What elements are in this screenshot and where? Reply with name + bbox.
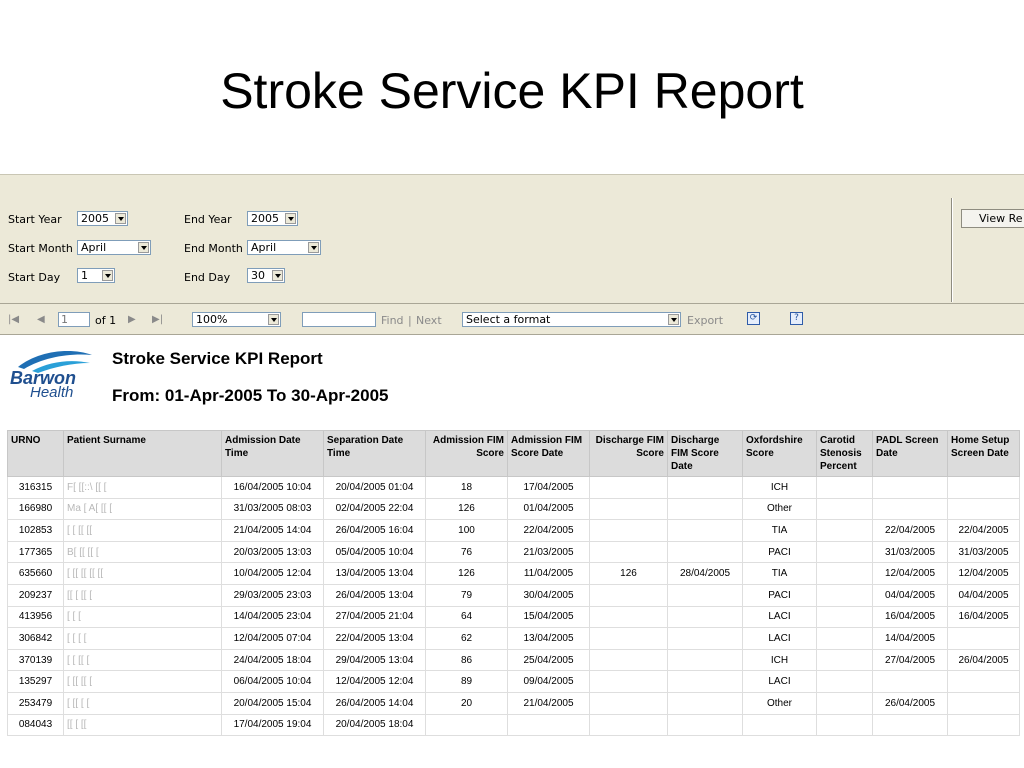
- separation-datetime-cell: 13/04/2005 13:04: [324, 563, 426, 585]
- home-setup-date-cell: [948, 628, 1020, 650]
- carotid-cell: [817, 563, 873, 585]
- surname-cell: [ [[ [ [: [64, 692, 222, 714]
- discharge-fim-cell: [590, 606, 668, 628]
- column-header: Home Setup Screen Date: [948, 431, 1020, 477]
- discharge-fim-date-cell: [668, 477, 743, 499]
- admission-fim-date-cell: 13/04/2005: [508, 628, 590, 650]
- zoom-value: 100%: [196, 313, 228, 326]
- oxfordshire-cell: [743, 714, 817, 736]
- oxfordshire-cell: TIA: [743, 520, 817, 542]
- previous-page-icon[interactable]: ◀: [37, 314, 45, 325]
- oxfordshire-cell: TIA: [743, 563, 817, 585]
- admission-fim-date-cell: 15/04/2005: [508, 606, 590, 628]
- home-setup-date-cell: [948, 498, 1020, 520]
- home-setup-date-cell: [948, 671, 1020, 693]
- surname-cell: B[ [[ [[ [: [64, 541, 222, 563]
- chevron-down-icon: [115, 213, 126, 224]
- start-day-select[interactable]: [77, 268, 115, 283]
- admission-fim-cell: 76: [426, 541, 508, 563]
- urno-cell: 253479: [8, 692, 64, 714]
- separation-datetime-cell: 20/04/2005 01:04: [324, 477, 426, 499]
- carotid-cell: [817, 628, 873, 650]
- padl-date-cell: 12/04/2005: [873, 563, 948, 585]
- admission-fim-cell: 64: [426, 606, 508, 628]
- carotid-cell: [817, 477, 873, 499]
- discharge-fim-date-cell: [668, 649, 743, 671]
- end-year-value: 2005: [251, 212, 279, 225]
- export-format-value: Select a format: [466, 313, 551, 326]
- padl-date-cell: 31/03/2005: [873, 541, 948, 563]
- column-header: Separation Date Time: [324, 431, 426, 477]
- table-header-row: [8, 431, 1020, 477]
- urno-cell: 370139: [8, 649, 64, 671]
- admission-fim-cell: 20: [426, 692, 508, 714]
- urno-cell: 084043: [8, 714, 64, 736]
- surname-cell: [ [[ [[ [: [64, 671, 222, 693]
- oxfordshire-cell: ICH: [743, 477, 817, 499]
- home-setup-date-cell: 16/04/2005: [948, 606, 1020, 628]
- admission-fim-cell: 100: [426, 520, 508, 542]
- end-month-value: April: [251, 241, 277, 254]
- discharge-fim-cell: [590, 628, 668, 650]
- oxfordshire-cell: Other: [743, 692, 817, 714]
- admission-fim-date-cell: [508, 714, 590, 736]
- padl-date-cell: [873, 498, 948, 520]
- padl-date-cell: [873, 714, 948, 736]
- table-row: [8, 649, 1020, 671]
- column-header: PADL Screen Date: [873, 431, 948, 477]
- table-row: [8, 714, 1020, 736]
- chevron-down-icon: [308, 242, 319, 253]
- admission-fim-date-cell: 21/04/2005: [508, 692, 590, 714]
- page-number-input[interactable]: 1: [58, 312, 90, 327]
- admission-fim-cell: 79: [426, 584, 508, 606]
- admission-datetime-cell: 31/03/2005 08:03: [222, 498, 324, 520]
- table-row: [8, 671, 1020, 693]
- refresh-icon[interactable]: ⟳: [747, 312, 760, 325]
- admission-fim-date-cell: 25/04/2005: [508, 649, 590, 671]
- start-day-value: 1: [81, 269, 88, 282]
- home-setup-date-cell: [948, 477, 1020, 499]
- urno-cell: 413956: [8, 606, 64, 628]
- surname-cell: [[ [ [[: [64, 714, 222, 736]
- admission-fim-cell: 18: [426, 477, 508, 499]
- admission-fim-date-cell: 30/04/2005: [508, 584, 590, 606]
- home-setup-date-cell: 31/03/2005: [948, 541, 1020, 563]
- home-setup-date-cell: 22/04/2005: [948, 520, 1020, 542]
- chevron-down-icon: [102, 270, 113, 281]
- page-count: of 1: [95, 314, 117, 327]
- urno-cell: 209237: [8, 584, 64, 606]
- admission-fim-cell: 89: [426, 671, 508, 693]
- urno-cell: 306842: [8, 628, 64, 650]
- admission-datetime-cell: 20/03/2005 13:03: [222, 541, 324, 563]
- oxfordshire-cell: LACI: [743, 606, 817, 628]
- table-row: [8, 692, 1020, 714]
- admission-datetime-cell: 16/04/2005 10:04: [222, 477, 324, 499]
- discharge-fim-date-cell: [668, 498, 743, 520]
- column-header: Admission FIM Score Date: [508, 431, 590, 477]
- surname-cell: [[ [ [[ [: [64, 584, 222, 606]
- logo-text-barwon: Barwon: [10, 368, 77, 388]
- home-setup-date-cell: [948, 714, 1020, 736]
- first-page-icon[interactable]: |◀: [8, 314, 20, 325]
- discharge-fim-cell: [590, 520, 668, 542]
- end-day-value: 30: [251, 269, 265, 282]
- start-year-label: Start Year: [8, 213, 62, 226]
- table-row: [8, 628, 1020, 650]
- column-header: Admission Date Time: [222, 431, 324, 477]
- slide-title: Stroke Service KPI Report: [220, 63, 804, 119]
- discharge-fim-cell: [590, 714, 668, 736]
- chevron-down-icon: [268, 314, 279, 325]
- admission-fim-cell: 126: [426, 498, 508, 520]
- admission-fim-date-cell: 01/04/2005: [508, 498, 590, 520]
- end-month-select[interactable]: [247, 240, 321, 255]
- surname-cell: [ [ [ [: [64, 628, 222, 650]
- admission-datetime-cell: 14/04/2005 23:04: [222, 606, 324, 628]
- last-page-icon[interactable]: ▶|: [152, 314, 164, 325]
- urno-cell: 135297: [8, 671, 64, 693]
- find-separator: |: [408, 314, 412, 327]
- logo-text-health: Health: [30, 384, 74, 401]
- urno-cell: 177365: [8, 541, 64, 563]
- find-input[interactable]: [302, 312, 376, 327]
- oxfordshire-cell: PACI: [743, 584, 817, 606]
- discharge-fim-cell: [590, 649, 668, 671]
- column-header: Discharge FIM Score: [590, 431, 668, 477]
- admission-datetime-cell: 21/04/2005 14:04: [222, 520, 324, 542]
- carotid-cell: [817, 520, 873, 542]
- urno-cell: 166980: [8, 498, 64, 520]
- next-link[interactable]: Next: [416, 314, 442, 327]
- padl-date-cell: 26/04/2005: [873, 692, 948, 714]
- admission-fim-date-cell: 22/04/2005: [508, 520, 590, 542]
- discharge-fim-date-cell: [668, 671, 743, 693]
- table-row: [8, 520, 1020, 542]
- discharge-fim-cell: 126: [590, 563, 668, 585]
- urno-cell: 316315: [8, 477, 64, 499]
- carotid-cell: [817, 671, 873, 693]
- separation-datetime-cell: 12/04/2005 12:04: [324, 671, 426, 693]
- admission-datetime-cell: 10/04/2005 12:04: [222, 563, 324, 585]
- discharge-fim-cell: [590, 692, 668, 714]
- table-row: [8, 584, 1020, 606]
- end-day-label: End Day: [184, 271, 231, 284]
- home-setup-date-cell: 12/04/2005: [948, 563, 1020, 585]
- carotid-cell: [817, 498, 873, 520]
- discharge-fim-date-cell: [668, 714, 743, 736]
- separation-datetime-cell: 22/04/2005 13:04: [324, 628, 426, 650]
- carotid-cell: [817, 714, 873, 736]
- export-link[interactable]: Export: [687, 314, 724, 327]
- admission-fim-date-cell: 09/04/2005: [508, 671, 590, 693]
- surname-cell: [ [ [: [64, 606, 222, 628]
- admission-fim-cell: 86: [426, 649, 508, 671]
- separation-datetime-cell: 20/04/2005 18:04: [324, 714, 426, 736]
- admission-datetime-cell: 20/04/2005 15:04: [222, 692, 324, 714]
- discharge-fim-cell: [590, 477, 668, 499]
- table-row: [8, 563, 1020, 585]
- end-month-label: End Month: [184, 242, 243, 255]
- admission-fim-cell: 126: [426, 563, 508, 585]
- column-header: Oxfordshire Score: [743, 431, 817, 477]
- padl-date-cell: [873, 671, 948, 693]
- column-header: Discharge FIM Score Date: [668, 431, 743, 477]
- discharge-fim-date-cell: [668, 541, 743, 563]
- panel-divider-highlight: [952, 198, 953, 302]
- separation-datetime-cell: 27/04/2005 21:04: [324, 606, 426, 628]
- separation-datetime-cell: 05/04/2005 10:04: [324, 541, 426, 563]
- oxfordshire-cell: PACI: [743, 541, 817, 563]
- separation-datetime-cell: 29/04/2005 13:04: [324, 649, 426, 671]
- padl-date-cell: 22/04/2005: [873, 520, 948, 542]
- discharge-fim-cell: [590, 584, 668, 606]
- discharge-fim-date-cell: [668, 628, 743, 650]
- oxfordshire-cell: ICH: [743, 649, 817, 671]
- admission-fim-date-cell: 11/04/2005: [508, 563, 590, 585]
- discharge-fim-date-cell: [668, 606, 743, 628]
- kpi-report-table: [7, 430, 1020, 736]
- table-row: [8, 541, 1020, 563]
- discharge-fim-date-cell: 28/04/2005: [668, 563, 743, 585]
- chevron-down-icon: [285, 213, 296, 224]
- discharge-fim-date-cell: [668, 520, 743, 542]
- carotid-cell: [817, 541, 873, 563]
- admission-datetime-cell: 06/04/2005 10:04: [222, 671, 324, 693]
- start-month-label: Start Month: [8, 242, 73, 255]
- admission-datetime-cell: 12/04/2005 07:04: [222, 628, 324, 650]
- admission-datetime-cell: 17/04/2005 19:04: [222, 714, 324, 736]
- carotid-cell: [817, 649, 873, 671]
- padl-date-cell: 14/04/2005: [873, 628, 948, 650]
- carotid-cell: [817, 584, 873, 606]
- start-month-select[interactable]: [77, 240, 151, 255]
- next-page-icon[interactable]: ▶: [128, 314, 136, 325]
- start-day-label: Start Day: [8, 271, 61, 284]
- home-setup-date-cell: 04/04/2005: [948, 584, 1020, 606]
- carotid-cell: [817, 606, 873, 628]
- discharge-fim-date-cell: [668, 584, 743, 606]
- oxfordshire-cell: LACI: [743, 671, 817, 693]
- report-date-range: From: 01-Apr-2005 To 30-Apr-2005: [112, 386, 389, 405]
- find-link[interactable]: Find: [381, 314, 404, 327]
- urno-cell: 102853: [8, 520, 64, 542]
- start-month-value: April: [81, 241, 107, 254]
- end-day-select[interactable]: [247, 268, 285, 283]
- home-setup-date-cell: [948, 692, 1020, 714]
- admission-fim-date-cell: 17/04/2005: [508, 477, 590, 499]
- discharge-fim-date-cell: [668, 692, 743, 714]
- table-row: [8, 606, 1020, 628]
- column-header: Carotid Stenosis Percent: [817, 431, 873, 477]
- oxfordshire-cell: Other: [743, 498, 817, 520]
- admission-fim-cell: 62: [426, 628, 508, 650]
- discharge-fim-cell: [590, 541, 668, 563]
- oxfordshire-cell: LACI: [743, 628, 817, 650]
- table-row: [8, 477, 1020, 499]
- end-year-label: End Year: [184, 213, 232, 226]
- help-icon[interactable]: ?: [790, 312, 803, 325]
- surname-cell: [ [ [[ [: [64, 649, 222, 671]
- admission-datetime-cell: 29/03/2005 23:03: [222, 584, 324, 606]
- admission-datetime-cell: 24/04/2005 18:04: [222, 649, 324, 671]
- separation-datetime-cell: 26/04/2005 13:04: [324, 584, 426, 606]
- view-report-button[interactable]: View Re: [961, 209, 1024, 228]
- column-header: URNO: [8, 431, 64, 477]
- discharge-fim-cell: [590, 498, 668, 520]
- padl-date-cell: 27/04/2005: [873, 649, 948, 671]
- report-parameters-panel: [0, 174, 1024, 305]
- surname-cell: F[ [[::\ [[ [: [64, 477, 222, 499]
- chevron-down-icon: [138, 242, 149, 253]
- padl-date-cell: 04/04/2005: [873, 584, 948, 606]
- surname-cell: [ [[ [[ [[ [[: [64, 563, 222, 585]
- padl-date-cell: [873, 477, 948, 499]
- column-header: Patient Surname: [64, 431, 222, 477]
- discharge-fim-cell: [590, 671, 668, 693]
- table-row: [8, 498, 1020, 520]
- separation-datetime-cell: 26/04/2005 14:04: [324, 692, 426, 714]
- chevron-down-icon: [272, 270, 283, 281]
- urno-cell: 635660: [8, 563, 64, 585]
- padl-date-cell: 16/04/2005: [873, 606, 948, 628]
- report-title: Stroke Service KPI Report: [112, 349, 323, 368]
- chevron-down-icon: [668, 314, 679, 325]
- separation-datetime-cell: 26/04/2005 16:04: [324, 520, 426, 542]
- admission-fim-date-cell: 21/03/2005: [508, 541, 590, 563]
- zoom-select[interactable]: [192, 312, 281, 327]
- separation-datetime-cell: 02/04/2005 22:04: [324, 498, 426, 520]
- start-year-select[interactable]: [77, 211, 128, 226]
- column-header: Admission FIM Score: [426, 431, 508, 477]
- surname-cell: Ma [ A[ [[ [: [64, 498, 222, 520]
- admission-fim-cell: [426, 714, 508, 736]
- home-setup-date-cell: 26/04/2005: [948, 649, 1020, 671]
- surname-cell: [ [ [[ [[: [64, 520, 222, 542]
- end-year-select[interactable]: [247, 211, 298, 226]
- start-year-value: 2005: [81, 212, 109, 225]
- carotid-cell: [817, 692, 873, 714]
- export-format-select[interactable]: [462, 312, 681, 327]
